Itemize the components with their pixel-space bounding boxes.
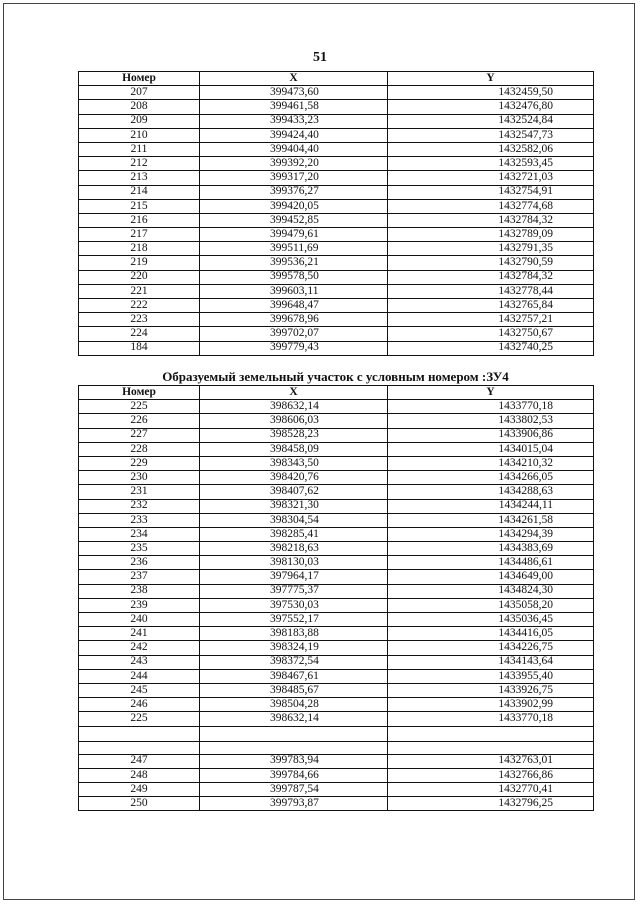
table-row [79,185,594,199]
y-coordinate: 1434244,11 [388,499,594,513]
y-coordinate: 1432796,25 [388,797,594,811]
page-number: 51 [313,50,327,65]
table-row [79,428,594,442]
table-row [79,228,594,242]
empty-row [79,741,594,754]
y-coordinate: 1432784,32 [388,213,594,227]
table-row [79,114,594,128]
point-number: 212 [79,157,200,171]
y-coordinate: 1434288,63 [388,485,594,499]
x-coordinate: 398606,03 [200,414,388,428]
table-row [79,199,594,213]
table-row [79,698,594,712]
header-x: X [200,386,388,400]
x-coordinate: 398183,88 [200,627,388,641]
table-row [79,256,594,270]
y-coordinate: 1432721,03 [388,171,594,185]
point-number: 233 [79,513,200,527]
y-coordinate: 1435036,45 [388,613,594,627]
table-row [79,513,594,527]
x-coordinate: 398458,09 [200,442,388,456]
table-row [79,712,594,726]
point-number: 226 [79,414,200,428]
y-coordinate: 1434383,69 [388,542,594,556]
x-coordinate: 399603,11 [200,284,388,298]
point-number: 244 [79,669,200,683]
point-number: 246 [79,698,200,712]
point-number: 228 [79,442,200,456]
point-number: 209 [79,114,200,128]
header-y: Y [388,72,594,86]
point-number: 235 [79,542,200,556]
x-coordinate: 398130,03 [200,556,388,570]
empty-cell [388,741,594,754]
y-coordinate: 1434824,30 [388,584,594,598]
table-row [79,400,594,414]
point-number: 224 [79,327,200,341]
y-coordinate: 1432740,25 [388,341,594,355]
table-row [79,442,594,456]
point-number: 234 [79,527,200,541]
table-row [79,754,594,768]
y-coordinate: 1433906,86 [388,428,594,442]
y-coordinate: 1434294,39 [388,527,594,541]
x-coordinate: 399787,54 [200,782,388,796]
table-row [79,142,594,156]
point-number: 237 [79,570,200,584]
y-coordinate: 1432754,91 [388,185,594,199]
y-coordinate: 1434261,58 [388,513,594,527]
x-coordinate: 398343,50 [200,456,388,470]
table-row [79,157,594,171]
point-number: 216 [79,213,200,227]
x-coordinate: 399783,94 [200,754,388,768]
coordinates-table-1 [78,71,594,356]
table-row [79,782,594,796]
y-coordinate: 1432757,21 [388,313,594,327]
table-row [79,341,594,355]
x-coordinate: 397530,03 [200,598,388,612]
point-number: 213 [79,171,200,185]
y-coordinate: 1434210,32 [388,456,594,470]
table-row [79,86,594,100]
y-coordinate: 1432791,35 [388,242,594,256]
point-number: 220 [79,270,200,284]
point-number: 232 [79,499,200,513]
y-coordinate: 1432765,84 [388,299,594,313]
header-number: Номер [79,72,200,86]
x-coordinate: 398324,19 [200,641,388,655]
point-number: 239 [79,598,200,612]
table-row [79,613,594,627]
table-row [79,499,594,513]
table-row [79,456,594,470]
table-row [79,556,594,570]
table-row [79,527,594,541]
table-row [79,669,594,683]
table-row [79,313,594,327]
point-number: 249 [79,782,200,796]
table-row [79,570,594,584]
table-row [79,683,594,697]
empty-cell [388,726,594,741]
x-coordinate: 399578,50 [200,270,388,284]
point-number: 225 [79,400,200,414]
table-header-row [79,386,594,400]
point-number: 221 [79,284,200,298]
table-row [79,797,594,811]
point-number: 229 [79,456,200,470]
empty-cell [200,726,388,741]
point-number: 207 [79,86,200,100]
x-coordinate: 399536,21 [200,256,388,270]
point-number: 241 [79,627,200,641]
table-row [79,270,594,284]
y-coordinate: 1434015,04 [388,442,594,456]
table-row [79,299,594,313]
x-coordinate: 398528,23 [200,428,388,442]
empty-row [79,726,594,741]
header-x: X [200,72,388,86]
x-coordinate: 398304,54 [200,513,388,527]
point-number: 240 [79,613,200,627]
table-row [79,128,594,142]
table-row [79,242,594,256]
x-coordinate: 399420,05 [200,199,388,213]
x-coordinate: 399784,66 [200,768,388,782]
table-row [79,768,594,782]
y-coordinate: 1432790,59 [388,256,594,270]
x-coordinate: 399678,96 [200,313,388,327]
point-number: 238 [79,584,200,598]
x-coordinate: 398420,76 [200,471,388,485]
table-row [79,100,594,114]
point-number: 217 [79,228,200,242]
point-number: 219 [79,256,200,270]
x-coordinate: 398467,61 [200,669,388,683]
point-number: 214 [79,185,200,199]
x-coordinate: 399433,23 [200,114,388,128]
table-row [79,485,594,499]
y-coordinate: 1434143,64 [388,655,594,669]
point-number: 215 [79,199,200,213]
y-coordinate: 1432750,67 [388,327,594,341]
x-coordinate: 399424,40 [200,128,388,142]
x-coordinate: 399392,20 [200,157,388,171]
x-coordinate: 398407,62 [200,485,388,499]
point-number: 227 [79,428,200,442]
y-coordinate: 1432789,09 [388,228,594,242]
y-coordinate: 1432582,06 [388,142,594,156]
y-coordinate: 1432778,44 [388,284,594,298]
point-number: 248 [79,768,200,782]
point-number: 225 [79,712,200,726]
x-coordinate: 399452,85 [200,213,388,227]
x-coordinate: 398485,67 [200,683,388,697]
point-number: 243 [79,655,200,669]
y-coordinate: 1434486,61 [388,556,594,570]
table-row [79,327,594,341]
empty-cell [79,741,200,754]
x-coordinate: 397552,17 [200,613,388,627]
x-coordinate: 399648,47 [200,299,388,313]
table-header-row [79,72,594,86]
y-coordinate: 1435058,20 [388,598,594,612]
point-number: 242 [79,641,200,655]
coordinates-table-2 [78,385,594,811]
section-caption: Образуемый земельный участок с условным номером :ЗУ4 [162,369,509,384]
y-coordinate: 1434416,05 [388,627,594,641]
point-number: 184 [79,341,200,355]
table-row [79,542,594,556]
x-coordinate: 397775,37 [200,584,388,598]
table-row [79,641,594,655]
y-coordinate: 1432766,86 [388,768,594,782]
table-row [79,471,594,485]
x-coordinate: 398504,28 [200,698,388,712]
point-number: 250 [79,797,200,811]
x-coordinate: 399317,20 [200,171,388,185]
y-coordinate: 1432476,80 [388,100,594,114]
table-row [79,598,594,612]
x-coordinate: 399793,87 [200,797,388,811]
y-coordinate: 1433955,40 [388,669,594,683]
point-number: 245 [79,683,200,697]
y-coordinate: 1434266,05 [388,471,594,485]
x-coordinate: 399779,43 [200,341,388,355]
x-coordinate: 398321,30 [200,499,388,513]
y-coordinate: 1433770,18 [388,400,594,414]
y-coordinate: 1432784,32 [388,270,594,284]
y-coordinate: 1432763,01 [388,754,594,768]
empty-cell [200,741,388,754]
y-coordinate: 1432547,73 [388,128,594,142]
table-row [79,655,594,669]
table-row [79,414,594,428]
x-coordinate: 398218,63 [200,542,388,556]
x-coordinate: 399461,58 [200,100,388,114]
point-number: 236 [79,556,200,570]
x-coordinate: 398632,14 [200,712,388,726]
point-number: 247 [79,754,200,768]
y-coordinate: 1433770,18 [388,712,594,726]
y-coordinate: 1434649,00 [388,570,594,584]
header-y: Y [388,386,594,400]
y-coordinate: 1433802,53 [388,414,594,428]
header-number: Номер [79,386,200,400]
x-coordinate: 399404,40 [200,142,388,156]
x-coordinate: 397964,17 [200,570,388,584]
y-coordinate: 1432593,45 [388,157,594,171]
x-coordinate: 399702,07 [200,327,388,341]
point-number: 218 [79,242,200,256]
x-coordinate: 399473,60 [200,86,388,100]
x-coordinate: 399511,69 [200,242,388,256]
table-row [79,627,594,641]
y-coordinate: 1432524,84 [388,114,594,128]
empty-cell [79,726,200,741]
point-number: 231 [79,485,200,499]
x-coordinate: 399376,27 [200,185,388,199]
y-coordinate: 1433902,99 [388,698,594,712]
point-number: 210 [79,128,200,142]
y-coordinate: 1434226,75 [388,641,594,655]
y-coordinate: 1432459,50 [388,86,594,100]
x-coordinate: 398285,41 [200,527,388,541]
y-coordinate: 1432770,41 [388,782,594,796]
table-row [79,284,594,298]
y-coordinate: 1432774,68 [388,199,594,213]
table-row [79,213,594,227]
table-row [79,171,594,185]
x-coordinate: 398372,54 [200,655,388,669]
x-coordinate: 399479,61 [200,228,388,242]
x-coordinate: 398632,14 [200,400,388,414]
point-number: 223 [79,313,200,327]
table-row [79,584,594,598]
point-number: 230 [79,471,200,485]
point-number: 208 [79,100,200,114]
point-number: 222 [79,299,200,313]
y-coordinate: 1433926,75 [388,683,594,697]
point-number: 211 [79,142,200,156]
